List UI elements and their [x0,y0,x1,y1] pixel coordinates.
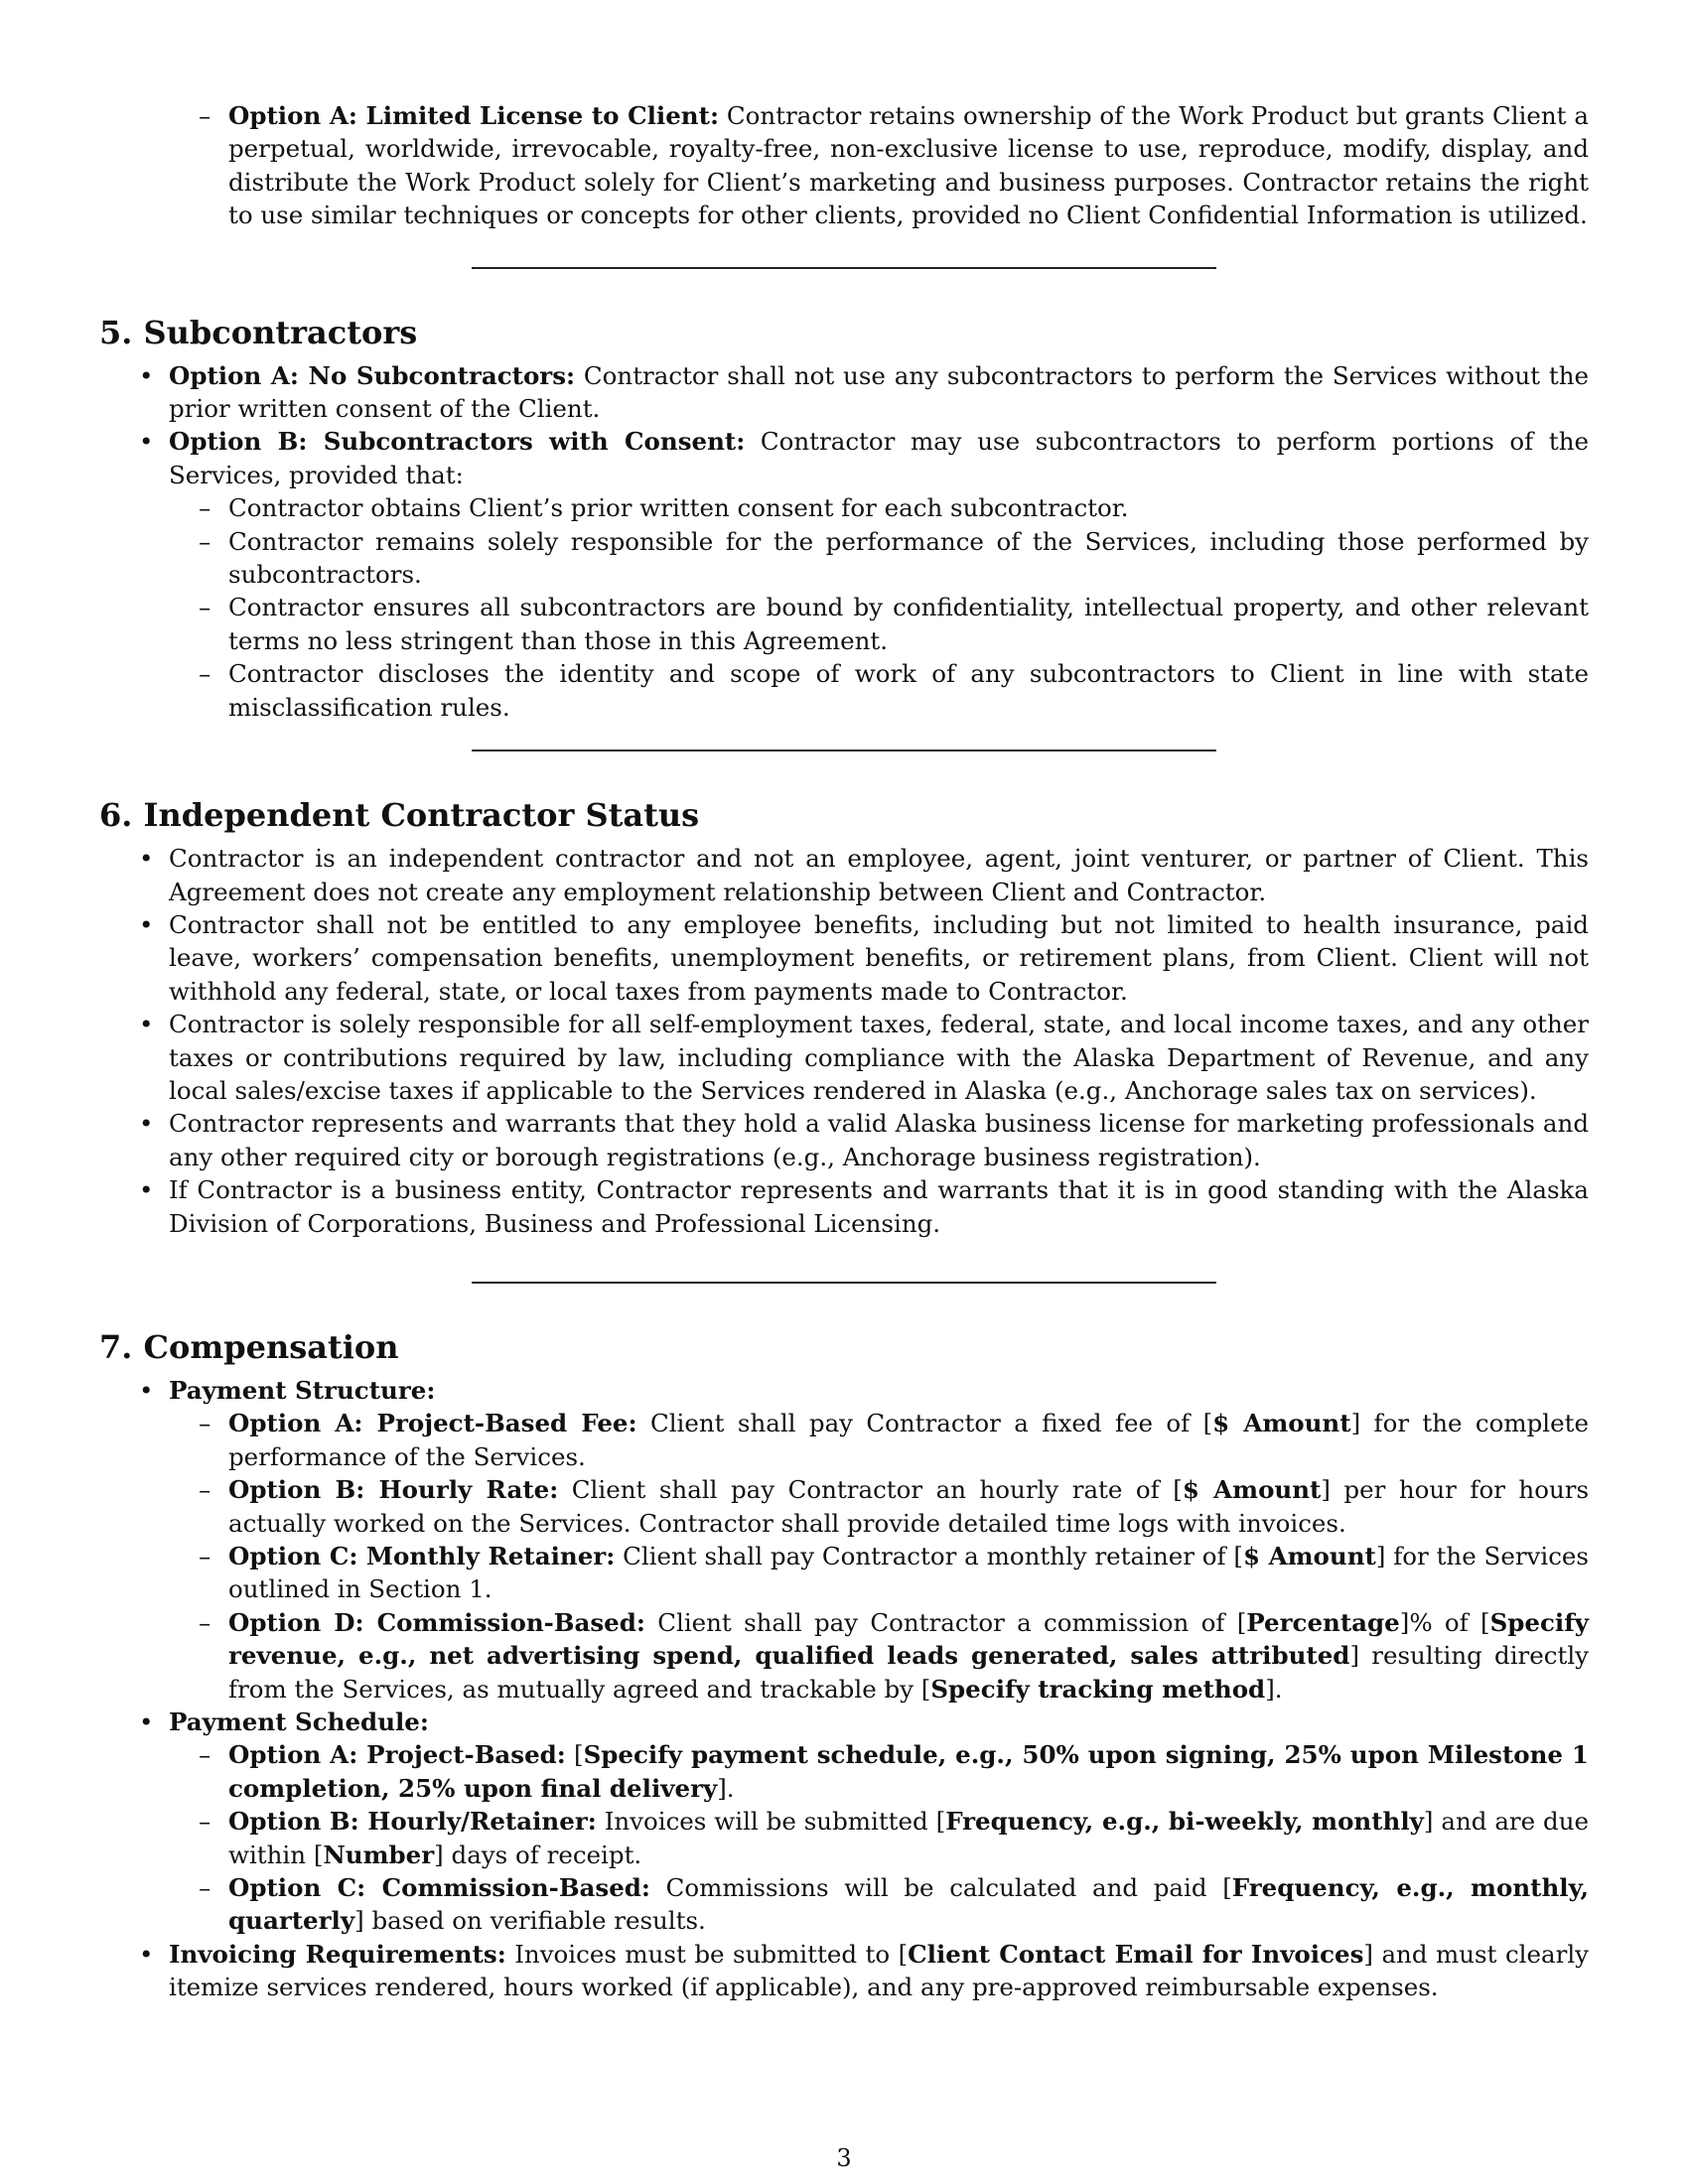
list-item [99,1871,1589,1938]
text-span: Client shall pay Contractor a fixed fee of [ [636,1409,1213,1438]
text-span: [ [565,1740,584,1770]
placeholder-field: Specify tracking method [930,1674,1266,1704]
list-item: – Contractor ensures all subcontractors are bound by confidentiality, intellectual property, and other relevant terms no less stringent than those in this Agreement. [99,591,1589,657]
list-item [99,1473,1589,1540]
list-item [99,359,1589,426]
option-label: Option A: Limited License to Client: [228,101,719,130]
section-divider [472,1282,1216,1284]
list-item [99,425,1589,491]
text-span: ]. [1265,1674,1283,1704]
text-span: ] resulting directly from the Services, as mutually agreed and trackable by [ [228,1641,1589,1704]
placeholder-field: Frequency, e.g., bi-weekly, monthly [945,1807,1424,1837]
text-span: Commissions will be calculated and paid [ [649,1873,1232,1903]
text-span: ] per hour for hours actually worked on the Services. Contractor shall provide detailed time logs with invoices. [228,1475,1590,1538]
list-item: • Contractor is an independent contractor and not an employee, agent, joint venturer, or partner of Client. This Agreement does not create any employment relationship between Client and Contractor. [99,842,1589,908]
section-5-list [99,359,1589,724]
list-item [99,1606,1589,1706]
list-item: • If Contractor is a business entity, Contractor represents and warrants that it is in good standing with the Alaska Division of Corporations, Business and Professional Licensing. [99,1173,1589,1240]
section-6-list [99,842,1589,1240]
placeholder-field: Specify payment schedule, e.g., 50% upon signing, 25% upon Milestone 1 completion, 25% upon final delivery [228,1740,1589,1803]
section-6-heading: 6. Independent Contractor Status [99,796,700,835]
list-item [99,1706,1589,1738]
payment-structure-label: Payment Structure: [169,1375,436,1405]
text-span: Client shall pay Contractor a monthly retainer of [ [615,1542,1243,1570]
section-divider [472,750,1216,751]
list-item [99,1805,1589,1871]
list-item [99,1738,1589,1805]
page-number: 3 [836,2144,852,2172]
placeholder-field: Frequency, e.g., monthly, quarterly [228,1873,1589,1936]
option-label: Option B: Subcontractors with Consent: [169,427,746,457]
section-divider [472,267,1216,269]
text-span: Invoices will be submitted [ [596,1807,946,1837]
text-span: ]. [717,1773,735,1803]
option-text: Contractor retains ownership of the Work Product but grants Client a perpetual, worldwide, irrevocable, royalty-free, non-exclusive license to use, reproduce, modify, display, and distribute the Work Product solely for Client’s marketing and business purposes. Contractor retains the right to use similar techniques or concepts for other clients, provided no Client Confidential Information is utilized. [228,101,1589,230]
list-item: • Contractor is solely responsible for all self-employment taxes, federal, state, and local income taxes, and any other taxes or contributions required by law, including compliance with the Alaska Department of Revenue, and any local sales/excise taxes if applicable to the Services rendered in Alaska (e.g., Anchorage sales tax on services). [99,1008,1589,1107]
invoicing-label: Invoicing Requirements: [169,1939,506,1969]
option-label: Option A: No Subcontractors: [169,360,576,390]
placeholder-field: Percentage [1246,1607,1400,1637]
document-page [99,99,1589,2004]
payment-schedule-label: Payment Schedule: [169,1707,429,1737]
option-label: Option C: Commission-Based: [228,1873,650,1903]
option-text: Contractor shall not use any subcontractors to perform the Services without the prior written consent of the Client. [169,360,1589,424]
placeholder-field: $ Amount [1182,1475,1322,1505]
list-item [99,1938,1589,2004]
list-item: – Contractor remains solely responsible for the performance of the Services, including those performed by subcontractors. [99,525,1589,592]
placeholder-field: Client Contact Email for Invoices [908,1939,1364,1969]
text-span: Invoices must be submitted to [ [505,1939,909,1969]
list-item: – Contractor obtains Client’s prior written consent for each subcontractor. [99,491,1589,524]
text-span: ]% of [ [1399,1607,1490,1637]
text-span: ] for the Services outlined in Section 1. [228,1542,1589,1604]
text-span: Client shall pay Contractor an hourly rate of [ [558,1475,1183,1505]
carryover-option-a [99,99,1589,232]
placeholder-field: Number [323,1840,435,1869]
carryover-list [99,99,1589,232]
placeholder-field: Specify revenue, e.g., net advertising spend, qualified leads generated, sales attributed [228,1607,1589,1671]
list-item: • Contractor shall not be entitled to any employee benefits, including but not limited to health insurance, paid leave, workers’ compensation benefits, unemployment benefits, or retirement plans, from Client. Client will not withhold any federal, state, or local taxes from payments made to Contractor. [99,908,1589,1008]
option-label: Option A: Project-Based: [228,1740,566,1770]
option-label: Option B: Hourly Rate: [228,1475,559,1505]
option-label: Option C: Monthly Retainer: [228,1542,616,1570]
list-item [99,1540,1589,1606]
section-7-heading: 7. Compensation [99,1327,399,1366]
text-span: ] days of receipt. [434,1840,642,1869]
list-item: • Contractor represents and warrants that they hold a valid Alaska business license for marketing professionals and any other required city or borough registrations (e.g., Anchorage business registration). [99,1107,1589,1173]
option-label: Option B: Hourly/Retainer: [228,1807,597,1837]
text-span: ] for the complete performance of the Services. [228,1409,1589,1471]
list-item [99,1407,1589,1473]
list-item [99,1374,1589,1407]
placeholder-field: $ Amount [1212,1409,1351,1438]
option-label: Option D: Commission-Based: [228,1607,645,1637]
section-7-list [99,1374,1589,2004]
text-span: ] based on verifiable results. [354,1906,706,1936]
text-span: ] and are due within [ [228,1807,1589,1869]
text-span: ] and must clearly itemize services rendered, hours worked (if applicable), and any pre-approved reimbursable expenses. [169,1939,1589,2002]
section-5-heading: 5. Subcontractors [99,313,418,351]
placeholder-field: $ Amount [1243,1542,1376,1570]
option-text: Contractor may use subcontractors to perform portions of the Services, provided that: [169,427,1589,489]
list-item: – Contractor discloses the identity and scope of work of any subcontractors to Client in line with state misclassification rules. [99,657,1589,724]
option-label: Option A: Project-Based Fee: [228,1409,637,1438]
text-span: Client shall pay Contractor a commission of [ [644,1607,1247,1637]
